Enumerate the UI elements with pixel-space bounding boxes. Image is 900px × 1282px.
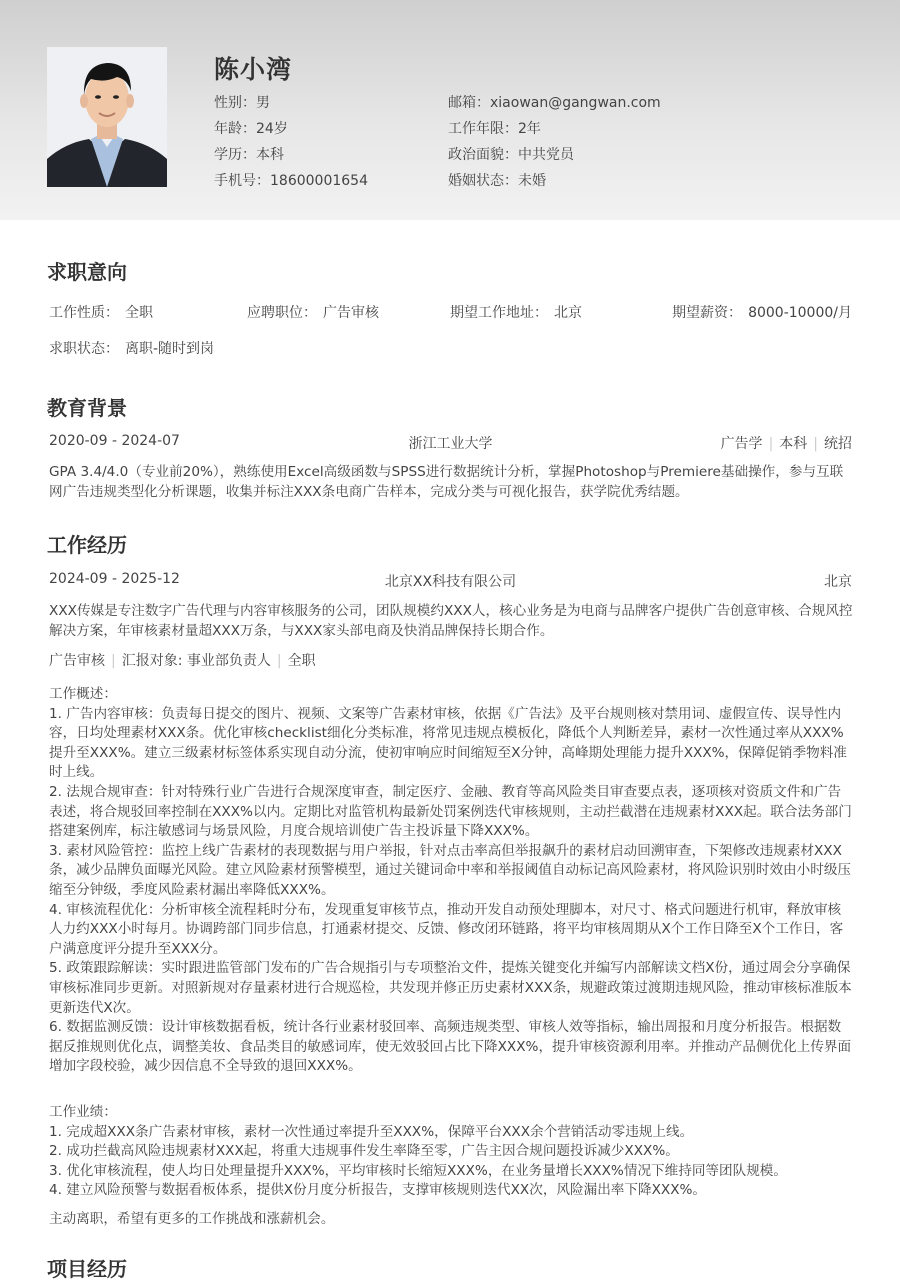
work-city: 北京 bbox=[824, 574, 852, 590]
work-role: 广告审核 bbox=[49, 653, 105, 669]
work-years-field: 工作年限：2年 bbox=[448, 121, 541, 137]
education-tags: 广告学 | 本科 | 统招 bbox=[720, 436, 852, 452]
work-row bbox=[49, 571, 852, 591]
education-description: GPA 3.4/4.0（专业前20%），熟练使用Excel高级函数与SPSS进行数据统计分析，掌握Photoshop与Premiere基础操作，参与互联网广告违规类型化分析课题，收集并标注XXX条电商广告样本，完成分类与可视化报告，获学院优秀结题。 bbox=[49, 464, 844, 500]
major: 广告学 bbox=[720, 436, 763, 452]
overview-item: 3. 素材风险管控：监控上线广告素材的表现数据与用户举报，针对点击率高但举报飙升的素材启动回溯审查，下架修改违规素材XXX条，减少品牌负面曝光风险。建立风险素材预警模型，通过关键词命中率和举报阈值自动标记高风险素材，将风险识别时效由小时级压缩至分钟级，季度风险素材漏出率降低XXX%。 bbox=[49, 842, 852, 898]
education-title: 教育背景 bbox=[47, 396, 127, 420]
company-description: XXX传媒是专注数字广告代理与内容审核服务的公司，团队规模约XXX人，核心业务是为电商与品牌客户提供广告创意审核、合规风控解决方案，年审核素材量超XXX万条，与XXX家头部电商及快消品牌保持长期合作。 bbox=[49, 603, 853, 639]
achievement-item: 2. 成功拦截高风险违规素材XXX起，将重大违规事件发生率降至零，广告主因合规问题投诉减少XXX%。 bbox=[49, 1143, 679, 1160]
overview-item: 1. 广告内容审核：负责每日提交的图片、视频、文案等广告素材审核，依据《广告法》及平台规则核对禁用词、虚假宣传、误导性内容，日均处理素材XXX条。优化审核checklist细化分类标准，将常见违规点模板化，降低个人判断差异，素材一次性通过率从XXX%提升至XXX%。建立三级素材标签体系实现自动分流，使初审响应时间缩短至X分钟，高峰期处理能力提升XXX%，保障促销季物料准时上线。 bbox=[49, 705, 847, 781]
enrollment-type: 统招 bbox=[824, 436, 852, 452]
avatar bbox=[47, 47, 167, 187]
work-job-type: 全职 bbox=[287, 653, 316, 669]
basic-info-right bbox=[448, 93, 661, 197]
leave-reason: 主动离职，希望有更多的工作挑战和涨薪机会。 bbox=[49, 1211, 335, 1227]
work-type: 工作性质： 全职 bbox=[49, 305, 153, 321]
overview-item: 5. 政策跟踪解读：实时跟进监管部门发布的广告合规指引与专项整治文件，提炼关键变化并编写内部解读文档X份，通过周会分享确保审核标准同步更新。对照新规对存量素材进行合规巡检，共发现并修正历史素材XXX条，规避政策过渡期违规风险，推动审核标准版本更新迭代X次。 bbox=[49, 960, 852, 1016]
education-period: 2020-09 - 2024-07 bbox=[49, 433, 180, 449]
work-achievements bbox=[49, 1103, 854, 1201]
portrait-photo bbox=[47, 47, 167, 187]
overview-item: 4. 审核流程优化：分析审核全流程耗时分布，发现重复审核节点，推动开发自动预处理脚本，对尺寸、格式问题进行机审，释放审核人力约XXX小时每月。协调跨部门同步信息，打通素材提交、反馈、修改闭环链路，将平均审核周期从X个工作日降至X个工作日，客户满意度评分提升至XXX分。 bbox=[49, 901, 844, 957]
overview-item: 6. 数据监测反馈：设计审核数据看板，统计各行业素材驳回率、高频违规类型、审核人效等指标，输出周报和月度分析报告。根据数据反推规则优化点，调整美妆、食品类目的敏感词库，使无效驳回占比下降XXX%，提升审核资源利用率。并推动产品侧优化上传界面增加字段校验，减少因信息不全导致的退回XXX%。 bbox=[49, 1019, 852, 1075]
email-field: 邮箱：xiaowan@gangwan.com bbox=[448, 95, 661, 111]
achievement-item: 3. 优化审核流程，使人均日处理量提升XXX%，平均审核时长缩短XXX%，在业务量增长XXX%情况下维持同等团队规模。 bbox=[49, 1162, 787, 1179]
gender-field: 性别：男 bbox=[214, 95, 270, 111]
age-field: 年龄：24岁 bbox=[214, 121, 288, 137]
overview-heading: 工作概述： bbox=[49, 686, 117, 702]
projects-title: 项目经历 bbox=[47, 1257, 127, 1281]
education-row bbox=[49, 433, 852, 453]
degree: 本科 bbox=[779, 436, 808, 452]
marital-field: 婚姻状态：未婚 bbox=[448, 173, 546, 189]
achievement-item: 1. 完成超XXX条广告素材审核，素材一次性通过率提升至XXX%，保障平台XXX余个营销活动零违规上线。 bbox=[49, 1123, 694, 1140]
report-to: 汇报对象: 事业部负责人 bbox=[121, 653, 271, 669]
work-tags: 广告审核 | 汇报对象: 事业部负责人 | 全职 bbox=[49, 653, 316, 669]
work-period: 2024-09 - 2025-12 bbox=[49, 571, 180, 587]
applied-position: 应聘职位： 广告审核 bbox=[247, 305, 379, 321]
expected-salary: 期望薪资： 8000-10000/月 bbox=[672, 305, 852, 321]
school-name: 浙江工业大学 bbox=[408, 436, 493, 452]
expected-location: 期望工作地址： 北京 bbox=[450, 305, 582, 321]
basic-info-left bbox=[214, 93, 368, 197]
job-intent-row bbox=[49, 302, 852, 322]
education-field: 学历：本科 bbox=[214, 147, 284, 163]
profile-header bbox=[0, 0, 900, 220]
candidate-name: 陈小湾 bbox=[214, 55, 293, 84]
work-title: 工作经历 bbox=[47, 533, 127, 557]
phone-field: 手机号：18600001654 bbox=[214, 173, 368, 189]
achievements-heading: 工作业绩： bbox=[49, 1104, 117, 1120]
job-intent-title: 求职意向 bbox=[47, 260, 127, 284]
politics-field: 政治面貌：中共党员 bbox=[448, 147, 574, 163]
job-status: 求职状态： 离职-随时到岗 bbox=[49, 341, 215, 357]
overview-item: 2. 法规合规审查：针对特殊行业广告进行合规深度审查，制定医疗、金融、教育等高风险类目审查要点表，逐项核对资质文件和广告表述，将合规驳回率控制在XXX%以内。定期比对监管机构最新处罚案例迭代审核规则，主动拦截潜在违规素材XXX起。联合法务部门搭建案例库，标注敏感词与场景风险，月度合规培训使广告主投诉量下降XXX%。 bbox=[49, 783, 852, 840]
work-overview bbox=[49, 685, 854, 1077]
company-name: 北京XX科技有限公司 bbox=[384, 574, 517, 590]
achievement-item: 4. 建立风险预警与数据看板体系，提供X份月度分析报告，支撑审核规则迭代XX次，风险漏出率下降XXX%。 bbox=[49, 1182, 707, 1199]
